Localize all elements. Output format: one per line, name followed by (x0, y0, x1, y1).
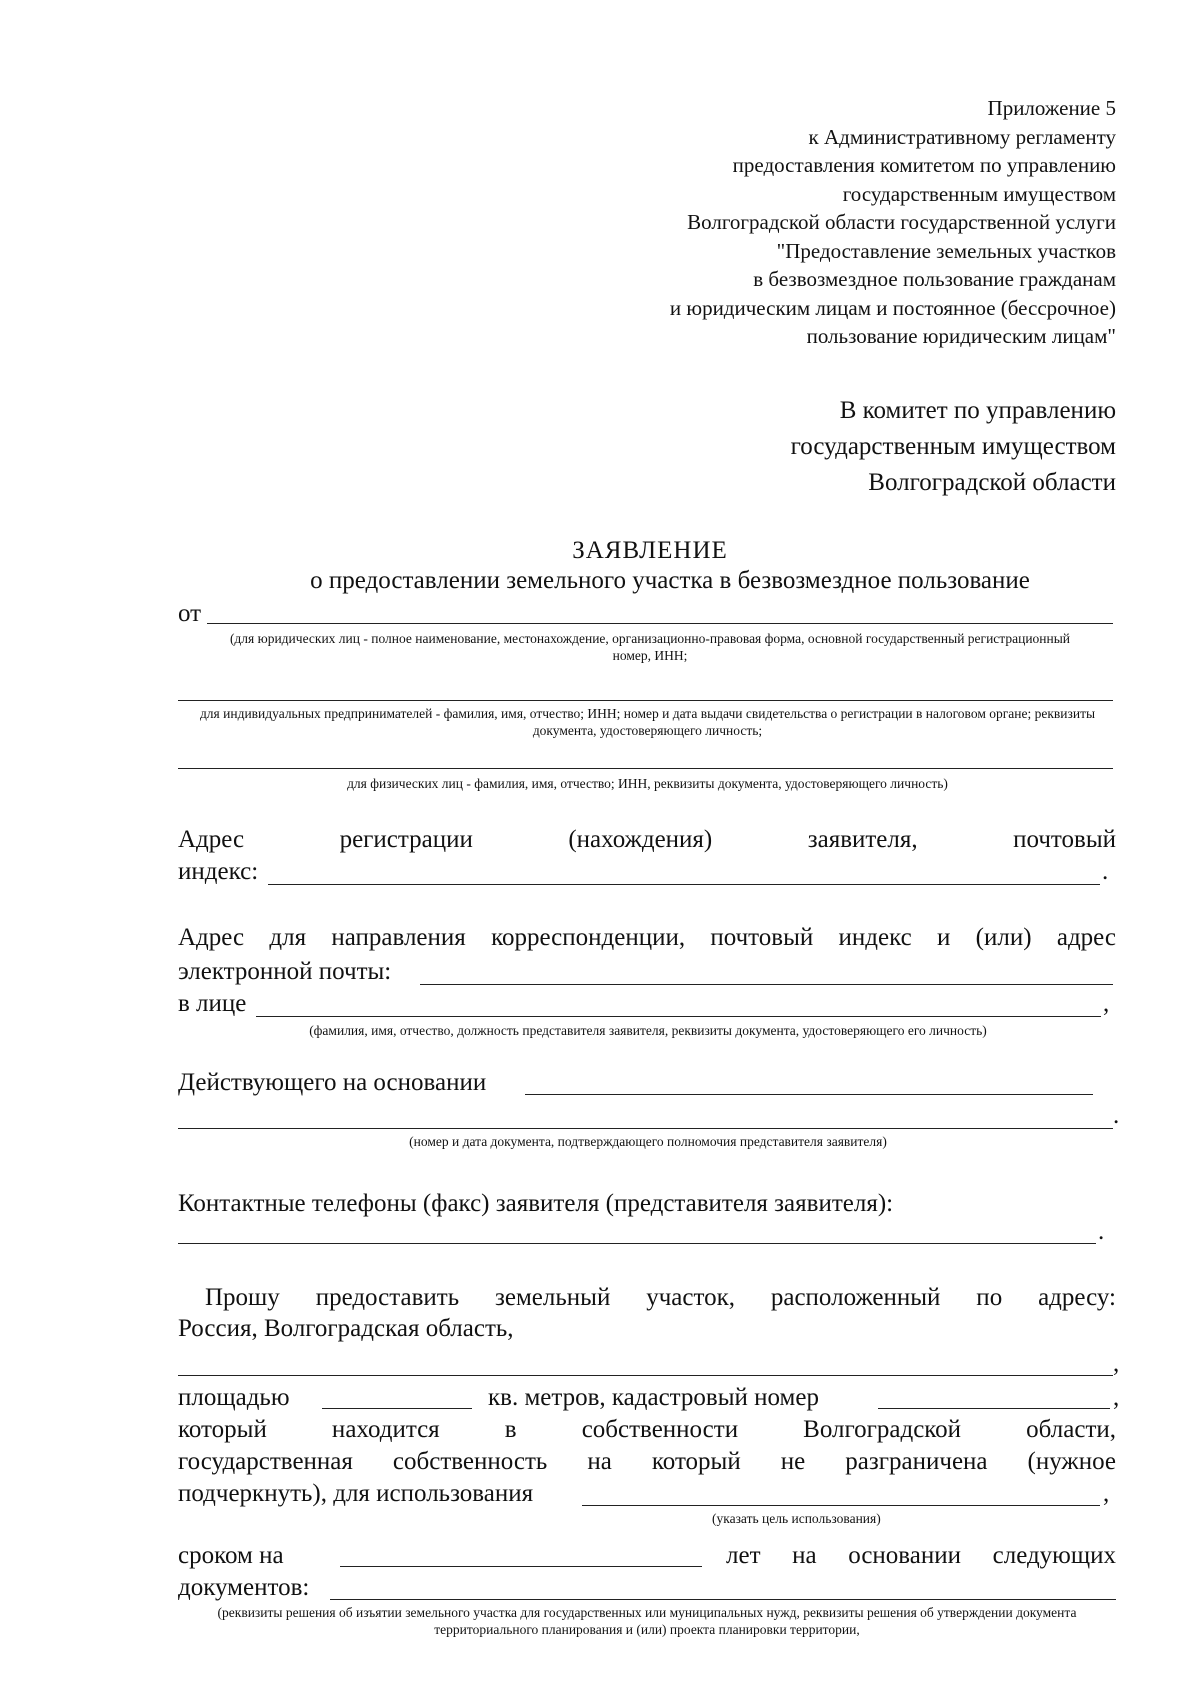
note-representative: (фамилия, имя, отчество, должность представителя заявителя, реквизиты документа, удостоверяющего его личность) (309, 1023, 987, 1038)
registration-address-label: Адрес регистрации (нахождения) заявителя, почтовый (178, 826, 1116, 853)
ownership-text: который находится в собственности Волгоградской области, (178, 1416, 1116, 1443)
area-field[interactable] (322, 1408, 472, 1409)
applicant-entrepreneur-field[interactable] (178, 700, 1113, 701)
header-line: государственным имуществом (842, 181, 1116, 206)
area-label: площадью (178, 1384, 290, 1411)
term-label: сроком на (178, 1542, 284, 1569)
usage-purpose-field[interactable] (582, 1505, 1100, 1506)
basis-field-1[interactable] (525, 1094, 1093, 1095)
basis-end-mark: . (1113, 1102, 1120, 1129)
note-entrepreneurs: для индивидуальных предпринимателей - фамилия, имя, отчество; ИНН; номер и дата выдачи свидетельства о регистрации в налоговом органе; реквизиты документа, удостоверяющего личность; (199, 706, 1096, 738)
header-line: пользование юридическим лицам" (806, 324, 1116, 348)
cadastral-number-field[interactable] (878, 1408, 1110, 1409)
area-unit-label: кв. метров, кадастровый номер (488, 1384, 819, 1411)
email-label: электронной почты: (178, 958, 392, 985)
note-usage: (указать цель использования) (712, 1511, 881, 1526)
addressee-line: В комитет по управлению (839, 397, 1116, 424)
appendix-header (560, 94, 1116, 351)
land-address-comma: , (1113, 1350, 1120, 1377)
header-line: Волгоградской области государственной услуги (687, 210, 1116, 234)
header-line: в безвозмездное пользование гражданам (753, 267, 1116, 291)
usage-comma: , (1103, 1480, 1110, 1507)
represented-by-label: в лице (178, 990, 247, 1017)
contact-phones-label: Контактные телефоны (факс) заявителя (представителя заявителя): (178, 1190, 894, 1217)
request-region: Россия, Волгоградская область, (178, 1315, 514, 1342)
applicant-name-field[interactable] (207, 623, 1113, 624)
cadastral-comma: , (1113, 1384, 1120, 1411)
land-address-field[interactable] (178, 1375, 1113, 1376)
header-line: и юридическим лицам и постоянное (бессрочное) (669, 295, 1116, 320)
document-subtitle: о предоставлении земельного участка в безвозмездное пользование (310, 567, 1030, 594)
basis-label: Действующего на основании (178, 1069, 487, 1096)
usage-label: подчеркнуть), для использования (178, 1480, 534, 1507)
header-line: предоставления комитетом по управлению (732, 153, 1116, 177)
postal-index-label: индекс: (178, 858, 259, 885)
applicant-individual-field[interactable] (178, 768, 1113, 769)
represented-end-mark: , (1103, 990, 1110, 1017)
note-legal-entities: (для юридических лиц - полное наименование, местонахождение, организационно-правовая форма, основной государственный регистрационный номер, ИНН; (229, 631, 1071, 663)
state-ownership-text: государственная собственность на который не разграничена (нужное (178, 1448, 1116, 1475)
contact-phones-field[interactable] (178, 1243, 1096, 1244)
basis-field-2[interactable] (178, 1128, 1113, 1129)
registration-end-mark: . (1102, 858, 1109, 885)
document-title: ЗАЯВЛЕНИЕ (572, 537, 728, 564)
contacts-end-mark: . (1098, 1218, 1105, 1245)
documents-field[interactable] (330, 1599, 1116, 1600)
correspondence-address-field[interactable] (420, 984, 1113, 985)
addressee-line: Волгоградской области (868, 469, 1116, 496)
term-years-field[interactable] (340, 1566, 702, 1567)
registration-address-field[interactable] (268, 884, 1100, 885)
term-suffix: лет на основании следующих (726, 1542, 1116, 1569)
header-line: к Административному регламенту (808, 124, 1116, 149)
header-line: Приложение 5 (987, 96, 1116, 120)
note-documents: (реквизиты решения об изъятии земельного участка для государственных или муниципальных нужд, реквизиты решения об утверждении документа территориального планирования и (или) проекта планировки территории, (217, 1605, 1077, 1637)
request-intro: Прошу предоставить земельный участок, расположенный по адресу: (205, 1284, 1116, 1311)
documents-label: документов: (178, 1574, 310, 1601)
addressee-block (660, 393, 1116, 501)
note-basis: (номер и дата документа, подтверждающего полномочия представителя заявителя) (409, 1134, 887, 1149)
header-line: "Предоставление земельных участков (776, 238, 1116, 263)
addressee-line: государственным имуществом (790, 433, 1116, 460)
from-label: от (178, 600, 202, 627)
correspondence-address-label: Адрес для направления корреспонденции, почтовый индекс и (или) адрес (178, 924, 1116, 951)
representative-field[interactable] (256, 1016, 1101, 1017)
note-individuals: для физических лиц - фамилия, имя, отчество; ИНН, реквизиты документа, удостоверяющего личность) (347, 776, 948, 791)
